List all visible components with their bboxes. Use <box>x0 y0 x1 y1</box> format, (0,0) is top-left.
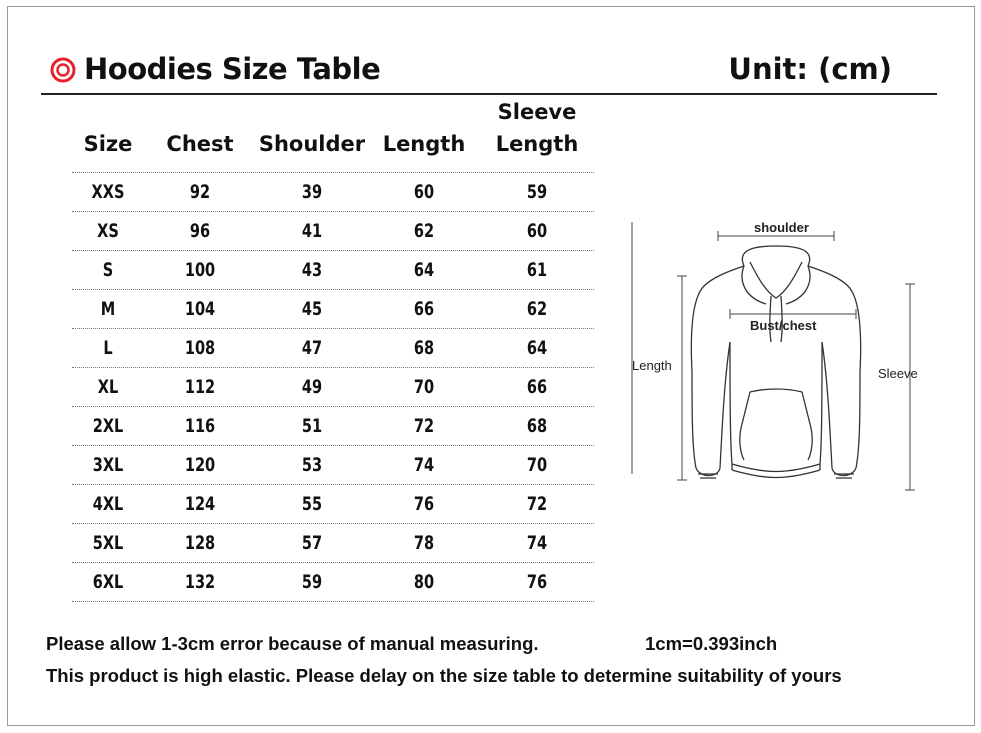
size-table <box>72 100 594 602</box>
cell-chest: 108 <box>184 337 216 359</box>
header-size: Size <box>83 132 133 156</box>
length-label: Length <box>632 358 672 373</box>
cell-length: 80 <box>413 571 435 593</box>
conversion-note: 1cm=0.393inch <box>645 633 778 654</box>
cell-sleeve-length: 61 <box>526 259 548 281</box>
cell-sleeve-length: 70 <box>526 454 548 476</box>
cell-chest: 104 <box>184 298 216 320</box>
cell-shoulder: 53 <box>301 454 323 476</box>
header-chest: Chest <box>166 132 234 156</box>
cell-length: 74 <box>413 454 435 476</box>
cell-size: S <box>102 259 114 281</box>
cell-size: 6XL <box>92 571 124 593</box>
page-title: Hoodies Size Table <box>84 52 381 86</box>
header-shoulder: Shoulder <box>258 132 366 156</box>
cell-sleeve-length: 66 <box>526 376 548 398</box>
header-length: Length <box>382 132 466 156</box>
shoulder-label: shoulder <box>754 220 809 235</box>
cell-size: M <box>100 298 116 320</box>
cell-sleeve-length: 74 <box>526 532 548 554</box>
table-row <box>72 563 594 602</box>
table-row <box>72 485 594 524</box>
cell-shoulder: 57 <box>301 532 323 554</box>
cell-shoulder: 49 <box>301 376 323 398</box>
header-sleeve-line1: Sleeve <box>497 100 577 124</box>
cell-chest: 116 <box>184 415 216 437</box>
cell-length: 62 <box>413 220 435 242</box>
table-row <box>72 212 594 251</box>
cell-chest: 112 <box>184 376 216 398</box>
table-header <box>72 100 594 173</box>
table-row <box>72 329 594 368</box>
table-row <box>72 251 594 290</box>
cell-sleeve-length: 72 <box>526 493 548 515</box>
table-row <box>72 524 594 563</box>
cell-size: 2XL <box>92 415 124 437</box>
cell-length: 76 <box>413 493 435 515</box>
cell-chest: 132 <box>184 571 216 593</box>
table-row <box>72 290 594 329</box>
cell-length: 78 <box>413 532 435 554</box>
cell-size: XL <box>97 376 119 398</box>
cell-sleeve-length: 64 <box>526 337 548 359</box>
cell-sleeve-length: 76 <box>526 571 548 593</box>
sleeve-label: Sleeve <box>878 366 918 381</box>
target-icon <box>50 57 76 83</box>
cell-sleeve-length: 60 <box>526 220 548 242</box>
table-row <box>72 368 594 407</box>
header-sleeve-line2: Length <box>495 132 579 156</box>
cell-length: 70 <box>413 376 435 398</box>
measuring-note: Please allow 1-3cm error because of manual measuring. <box>46 633 539 654</box>
cell-size: XXS <box>91 181 125 203</box>
table-row <box>72 446 594 485</box>
cell-shoulder: 51 <box>301 415 323 437</box>
cell-sleeve-length: 59 <box>526 181 548 203</box>
cell-length: 68 <box>413 337 435 359</box>
cell-shoulder: 43 <box>301 259 323 281</box>
cell-length: 72 <box>413 415 435 437</box>
elastic-note: This product is high elastic. Please delay on the size table to determine suitability of yours <box>46 665 842 686</box>
cell-size: XS <box>97 220 119 242</box>
cell-chest: 96 <box>189 220 211 242</box>
cell-chest: 92 <box>189 181 211 203</box>
cell-shoulder: 55 <box>301 493 323 515</box>
cell-size: 5XL <box>92 532 124 554</box>
cell-shoulder: 39 <box>301 181 323 203</box>
cell-shoulder: 59 <box>301 571 323 593</box>
cell-shoulder: 41 <box>301 220 323 242</box>
cell-chest: 120 <box>184 454 216 476</box>
cell-length: 60 <box>413 181 435 203</box>
cell-chest: 100 <box>184 259 216 281</box>
cell-shoulder: 45 <box>301 298 323 320</box>
cell-size: 3XL <box>92 454 124 476</box>
cell-length: 64 <box>413 259 435 281</box>
table-row <box>72 173 594 212</box>
table-body <box>72 173 594 602</box>
cell-size: 4XL <box>92 493 124 515</box>
header-sleeve-length <box>492 96 582 160</box>
cell-size: L <box>103 337 113 359</box>
title-divider <box>41 93 937 95</box>
cell-sleeve-length: 68 <box>526 415 548 437</box>
title-row <box>50 50 930 90</box>
cell-sleeve-length: 62 <box>526 298 548 320</box>
cell-chest: 124 <box>184 493 216 515</box>
cell-length: 66 <box>413 298 435 320</box>
hoodie-illustration <box>626 212 926 502</box>
unit-label: Unit: (cm) <box>728 52 892 86</box>
cell-shoulder: 47 <box>301 337 323 359</box>
hoodie-diagram <box>626 212 926 502</box>
table-row <box>72 407 594 446</box>
chest-label: Bust/chest <box>750 318 817 333</box>
cell-chest: 128 <box>184 532 216 554</box>
